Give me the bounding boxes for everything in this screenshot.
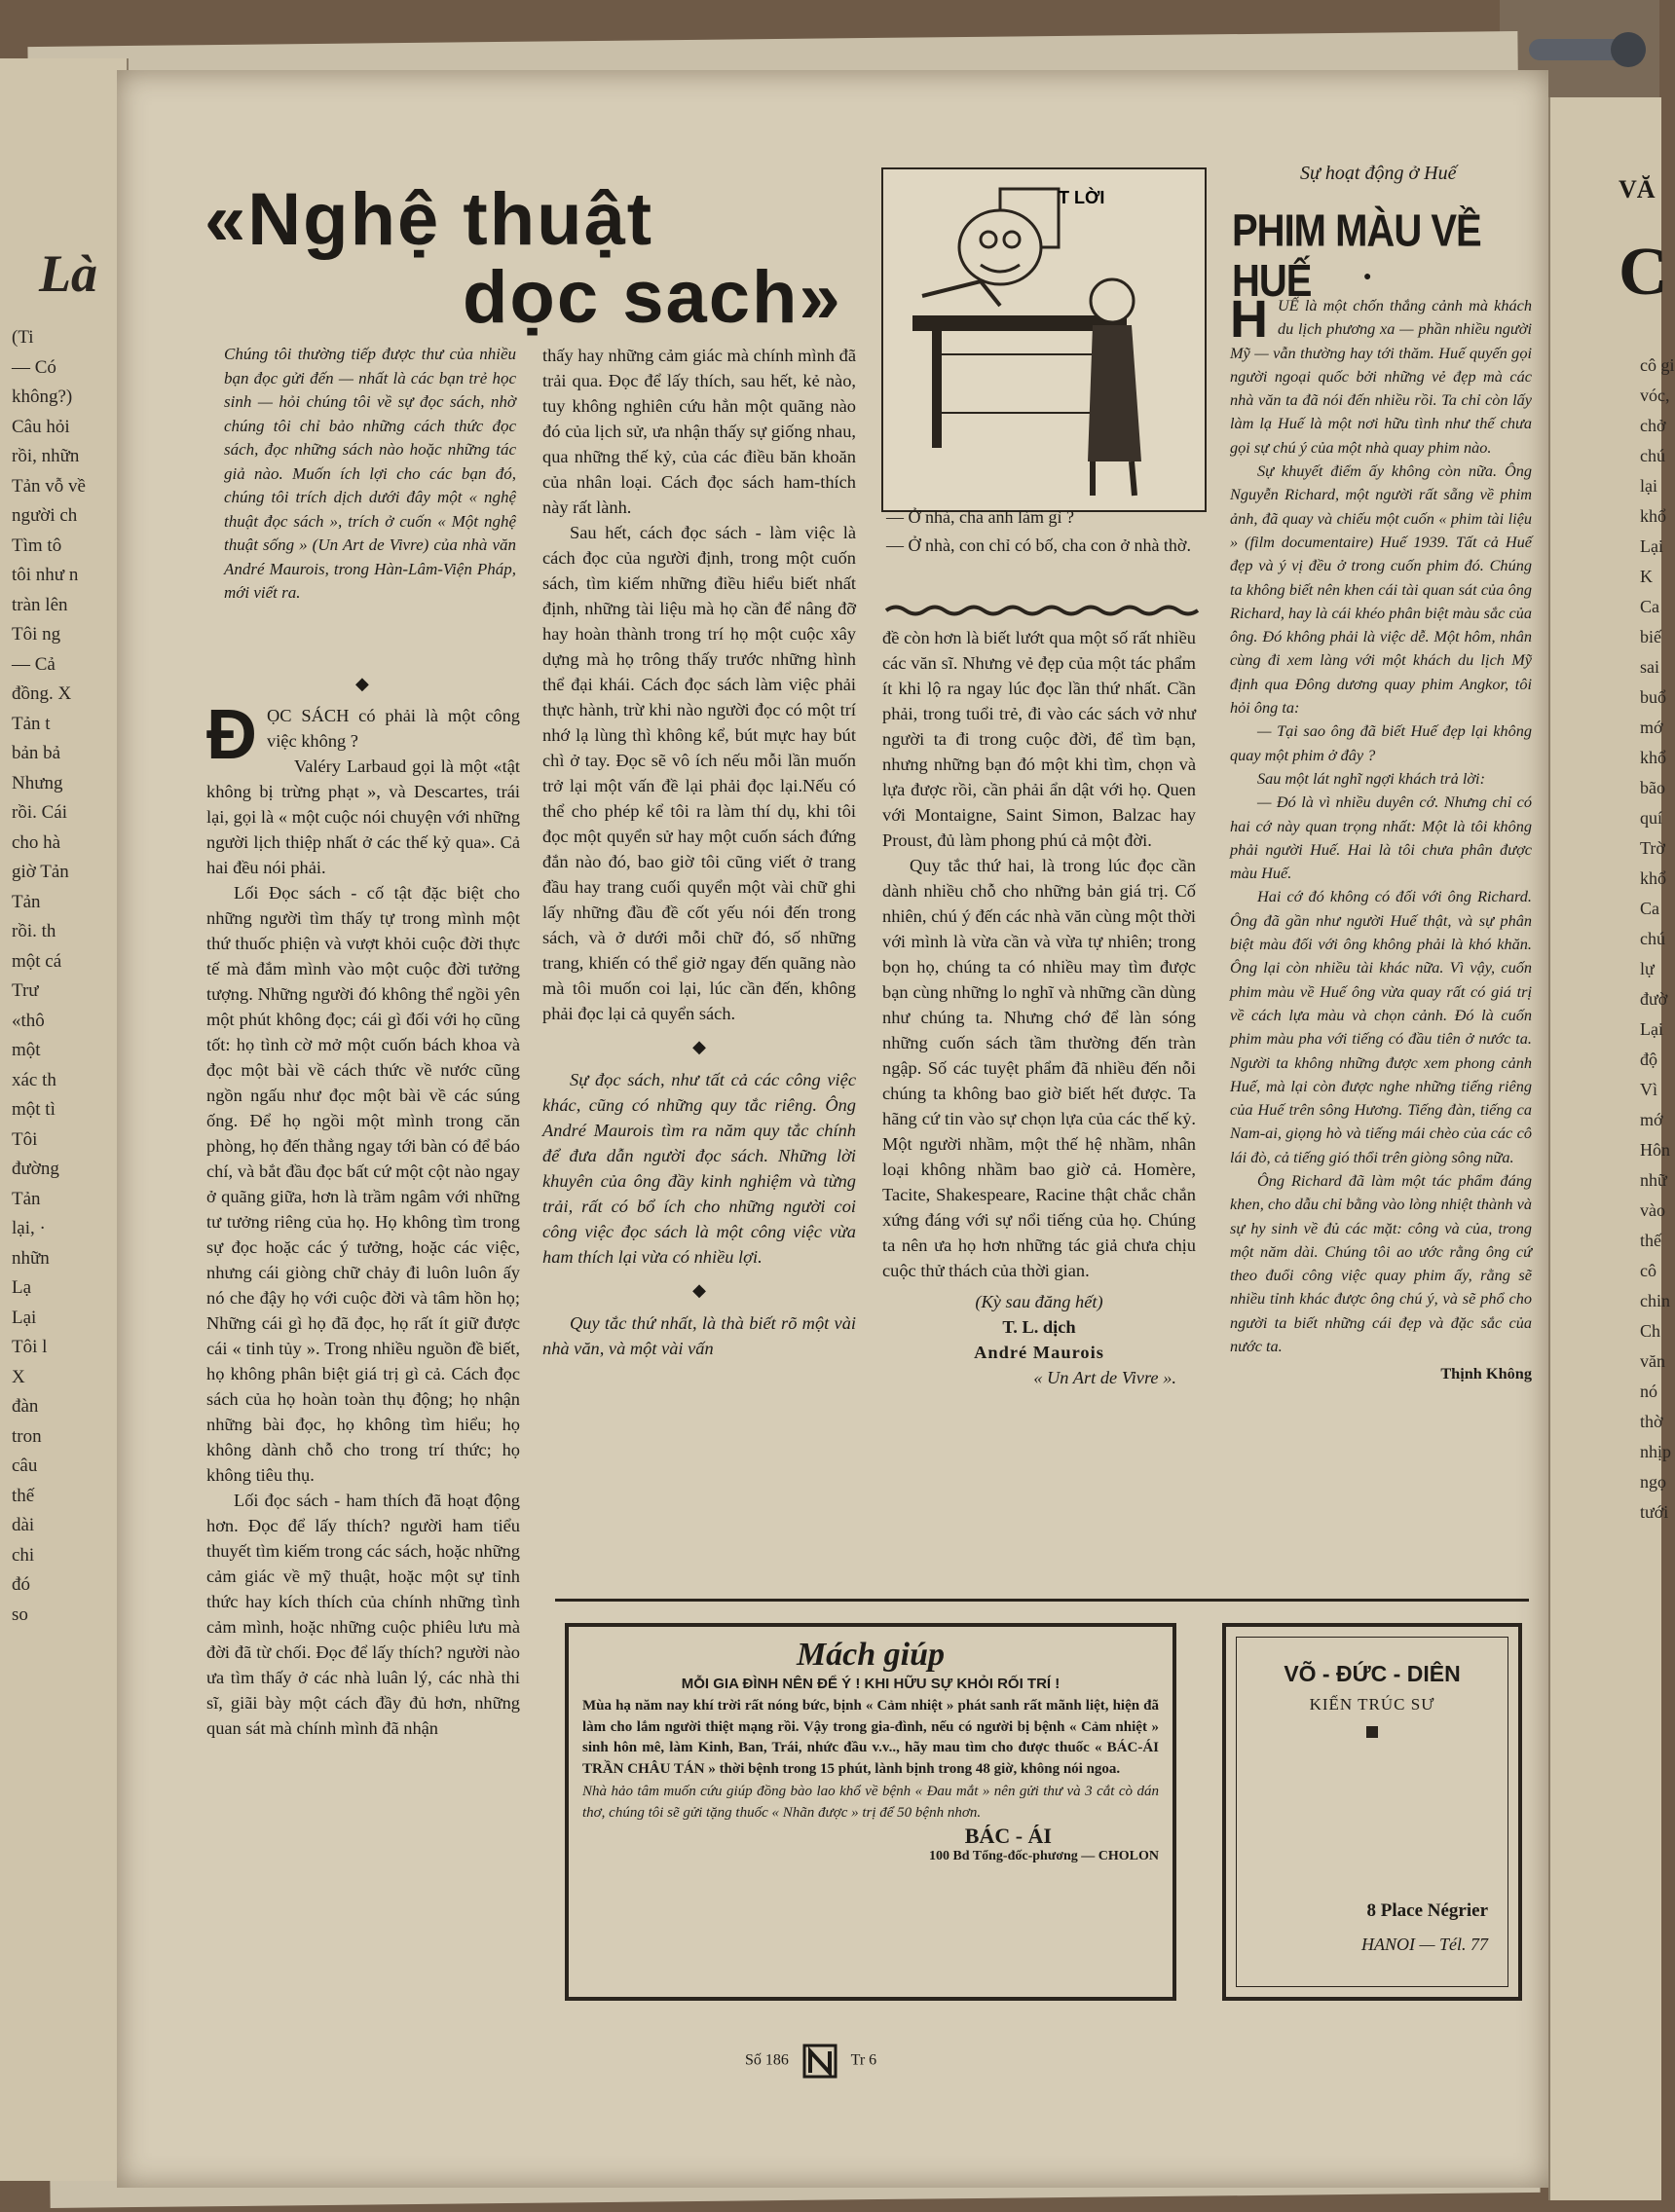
separator-diamond-icon: ◆ (692, 1037, 706, 1056)
article-title-line2: dọc sach» (463, 256, 842, 339)
right-page-header: VĂ (1619, 175, 1656, 203)
article-paragraph: Sự đọc sách, như tất cả các công việc khác, cũng có những quy tắc riêng. Ông André Maurois tìm ra năm quy tắc chính để đưa dẫn người đọc sách. Những lời khuyên của ông đầy kinh nghiệm và từng trải, rất có bổ ích cho những người coi công việc đọc sách là một công việc vừa ham thích lại vừa có nhiều lợi. (542, 1070, 856, 1267)
ad-title: Mách giúp (796, 1637, 946, 1673)
page-fragment-line: khổ (1640, 506, 1666, 526)
page-fragment-line: chú (1640, 929, 1665, 948)
newspaper-page (117, 70, 1548, 2188)
page-fragment-line: Vì (1640, 1080, 1657, 1099)
ad-headline: MỖI GIA ĐÌNH NÊN ĐỂ Ý ! KHI HỮU SỰ KHỎI RỐI TRÍ ! (681, 1676, 1061, 1692)
article-intro: Chúng tôi thường tiếp được thư của nhiều bạn đọc gửi đến — nhất là các bạn trẻ học sinh — hỏi chúng tôi về sự đọc sách, nhờ chúng tôi chỉ bảo những cách thức đọc sách, đọc những sách nào hoặc những tác giả nào. Muốn ích lợi cho các bạn đó, chúng tôi trích dịch dưới đây một « nghệ thuật đọc sách », trích ở cuốn « Một nghệ thuật sống » (Un Art de Vivre) của nhà văn André Maurois, trong Hàn-Lâm-Viện Pháp, mới viết ra. (224, 345, 516, 602)
architect-name: VÕ - ĐỨC - DIÊN (1284, 1661, 1461, 1686)
page-fragment-line: Lại (12, 1307, 37, 1328)
page-fragment-line: đàn (12, 1396, 39, 1417)
article-paragraph: thấy hay những cảm giác mà chính mình đã trải qua. Đọc để lấy thích, sau hết, kẻ nào, tuy không nghiên cứu hẳn một quãng nào đó của lịch sử, ưa nhận thấy sự giống nhau, qua những thế kỷ, của các điều băn khoăn của nhân loại. Cách đọc sách ham-thích này rất lành. (542, 346, 856, 517)
page-fragment-line: câu (12, 1456, 38, 1476)
page-fragment-line: rồi. th (12, 921, 56, 941)
page-fragment-line: cho hà (12, 831, 61, 853)
page-fragment-line: so (12, 1604, 28, 1625)
article-column-2 (542, 343, 856, 1361)
page-fragment-line: Tản (12, 1188, 41, 1209)
page-fragment-line: «thô (12, 1010, 45, 1031)
page-fragment-line: rồi. Cái (12, 802, 67, 823)
page-number: Tr 6 (850, 2051, 877, 2069)
page-fragment-line: Lại (1640, 1019, 1663, 1039)
page-fragment-line: dài (12, 1515, 35, 1535)
page-fragment-line: Trư (12, 980, 39, 1001)
page-fragment-line: thờ (1640, 1412, 1663, 1431)
page-fragment-line: một cá (12, 950, 62, 972)
page-fragment-line: một tì (12, 1099, 56, 1120)
hue-paragraph: Sau một lát nghĩ ngợi khách trả lời: (1257, 768, 1485, 788)
page-fragment-line: Tôi l (12, 1337, 48, 1357)
right-page-lines (1550, 350, 1675, 1528)
page-fragment-line: rồi, nhữn (12, 446, 80, 466)
hue-kicker: Sự hoạt động ở Huế (1300, 163, 1457, 184)
ad-inner (1236, 1637, 1508, 1987)
page-fragment-line: giờ Tản (12, 862, 69, 882)
page-fragment-line: nhữn (12, 1247, 50, 1269)
article-paragraph: đề còn hơn là biết lướt qua một số rất nhiều các văn sĩ. Nhưng vẻ đẹp của một tác phẩm ít khi lộ ra ngay lúc đọc lần thứ nhất. Cần phải, trong tuổi trẻ, đi vào các sách vở như người ta đi trong cuộc đời, để tìm bạn, nhưng những bạn đó một khi tìm, chọn và lựa được rồi, cần phải ẩn dật với họ. Quen với Montaigne, Saint Simon, Balzac hay Proust, đủ làm phong phú cả một đời. (882, 628, 1196, 850)
page-fragment-line: thế (12, 1485, 35, 1506)
page-fragment-line: tron (12, 1425, 42, 1447)
page-fragment-line: không?) (12, 387, 73, 407)
page-fragment-line: ngọ (1640, 1472, 1666, 1492)
left-page-fragment (0, 58, 129, 2181)
cartoon-sign-text: T LỜI (1059, 188, 1105, 207)
page-fragment-line: chin (1640, 1291, 1670, 1310)
separator-diamond-icon: ◆ (692, 1280, 706, 1300)
hue-article (1230, 290, 1532, 1386)
hue-paragraph: — Đó là vì nhiều duyên cớ. Nhưng chỉ có hai cớ này quan trọng nhất: Một là tôi không phải người Huế. Hai là tôi chưa phân được màu Huế. (1230, 793, 1532, 883)
page-fragment-line: Tản (12, 891, 41, 912)
page-fragment-line: vào (1640, 1200, 1665, 1220)
separator-diamond-icon: ◆ (355, 674, 369, 693)
hue-paragraph: Ông Richard đã làm một tác phẩm đáng khen, cho dẫu chỉ bằng vào lòng nhiệt thành và sự hy sinh về đủ các mặt: công và của, trong một năm dài. Chúng tôi ao ước rằng ông cứ theo đuổi công việc quay phim ấy, rằng sẽ nhiều tỉnh khác được ông chú ý, và sẽ phổ cho người ta biết những cái đẹp và đặc sắc của nước ta. (1230, 1170, 1532, 1356)
article-lead: ỌC SÁCH có phải là một công việc không ? (267, 706, 520, 751)
separator-dot-icon: ● (1363, 270, 1372, 284)
page-fragment-line: sai (1640, 657, 1659, 677)
page-fragment-line: chở (1640, 416, 1666, 435)
page-fragment-line: bão (1640, 778, 1665, 797)
cartoon-illustration (881, 167, 1207, 512)
page-fragment-line: biế (1640, 627, 1661, 646)
page-fragment-line: Tản vỗ về (12, 475, 86, 497)
page-fragment-line: nó (1640, 1382, 1657, 1401)
page-fragment-line: Tôi (12, 1128, 38, 1150)
page-fragment-line: quí (1640, 808, 1663, 828)
page-fragment-line: khổ (1640, 748, 1666, 767)
page-fragment-line: Hôn (1640, 1140, 1670, 1160)
page-fragment-line: đườ (1640, 989, 1668, 1009)
page-fragment-line: xác th (12, 1069, 56, 1090)
architect-city-tel: HANOI — Tél. 77 (1361, 1935, 1488, 1954)
page-fragment-line: Lại (1640, 536, 1663, 556)
ad-address: 100 Bd Tổng-đốc-phương — CHOLON (928, 1849, 1159, 1863)
page-fragment-line: K (1640, 567, 1653, 586)
page-fragment-line: Nhưng (12, 772, 63, 793)
hue-title: PHIM MÀU VỀ HUẾ (1232, 206, 1481, 307)
page-fragment-line: một (12, 1040, 41, 1060)
square-bullet-icon (1366, 1726, 1378, 1738)
page-fragment-line: cô gi (1640, 355, 1675, 375)
page-fragment-line: lự (1640, 959, 1655, 978)
caption-line: — Ở nhà, cha anh làm gì ? (886, 507, 1074, 527)
continued-note: (Kỳ sau đăng hết) (975, 1292, 1103, 1311)
author-credit: André Maurois (974, 1343, 1104, 1362)
page-fragment-line: — Cả (12, 653, 56, 675)
page-fragment-line: tưới (1640, 1502, 1669, 1522)
page-fragment-line: chú (1640, 446, 1665, 465)
page-folio (745, 2042, 876, 2081)
page-fragment-line: vóc, (1640, 386, 1670, 405)
ad-inner (582, 1637, 1159, 1987)
page-fragment-line: Tìm tô (12, 535, 62, 556)
hue-paragraph: Sự khuyết điểm ấy không còn nữa. Ông Nguyễn Richard, một người rất sẵng về phim ảnh, đã quay và chiếu một cuốn « phim tài liệu » (film documentaire) Huế 1939. Tất cả Huế đẹp và ý vị đều ở trong cuốn phim đó. Chúng ta không biết nên khen cái tài quan sát của ông Richard, hay là cái khéo phân biệt màu sắc của ông. Đó không phải là việc dễ. Một hôm, nhân cùng đi xem làng với một khách du lịch Mỹ định qua Đông dương quay phim Angkor, tôi hỏi ông ta: (1230, 461, 1532, 718)
hue-signature: Thịnh Không (1440, 1364, 1532, 1383)
horizontal-rule (555, 1599, 1529, 1602)
page-fragment-line: Trờ (1640, 838, 1665, 858)
page-fragment-line: độ (1640, 1050, 1657, 1069)
cartoon-caption (886, 503, 1208, 560)
page-fragment-line: thế (1640, 1231, 1661, 1250)
page-fragment-line: — Có (12, 356, 56, 378)
article-paragraph: Sau hết, cách đọc sách - làm việc là cách đọc của người định, trong một cuốn sách, tìm kiếm những điều hiểu biết nhất định, những tài liệu mà họ cần để nâng đỡ hay hoàn thành trong trí họ một cuộc xây dựng mà họ trông thấy trước những hình thể đại khái. Cách đọc sách làm việc phải thực hành, trừ khi nào người đọc có một trí nhớ lạ lùng thì không kể, bút mực hay bút chì ở tay. Đọc sẽ vô ích nếu mỗi lần muốn trở lại một vấn đề lại phải đọc lại.Nếu có thể cho phép kể tôi ra làm thí dụ, khi tôi đọc một quyển sử hay một cuốn sách đứng đắn nào đó, bao giờ tôi cũng viết ở trang đầu hay trang cuối quyển một vài chữ ghi lấy những đầu đề cốt yếu nói đến trong sách, và ở dưới mỗi chữ đó, số những trang, khiến có thể giở ngay đến quãng nào mà tôi muốn coi lại, lúc cần đến, không phải đọc lại cả quyển sách. (542, 523, 856, 1023)
article-column-3 (882, 625, 1196, 1390)
page-fragment-line: bản bả (12, 743, 61, 763)
page-fragment-line: lại, · (12, 1218, 46, 1238)
page-fragment-line: khổ (1640, 868, 1666, 888)
ad-body: Mùa hạ năm nay khí trời rất nóng bức, bịnh « Cảm nhiệt » phát sanh rất mãnh liệt, hiện đã làm cho lắm người thiệt mạng rồi. Vậy trong gia-đình, nếu có người bị bệnh « Cảm nhiệt » sinh hôn mê, làm Kinh, Ban, Trái, nhức đầu v.v.., hãy mau tìm cho được thuốc « BÁC-ÁI TRẦN CHÂU TÁN » thời bệnh trong 15 phút, lành bịnh trong 48 giờ, không nói ngoa. (582, 1698, 1159, 1777)
page-fragment-line: chi (12, 1544, 35, 1566)
page-fragment-line: văn (1640, 1351, 1665, 1371)
caption-line: — Ở nhà, con chỉ có bố, cha con ở nhà thờ. (886, 535, 1191, 555)
article-paragraph: Lối đọc sách - ham thích đã hoạt động hơn. Đọc để lấy thích? người ham tiểu thuyết tìm kiếm trong các sách, hoặc những cảm giác về mỹ thuật, hoặc một sự tỉnh thức hay kích thích của chính những tình cảm mình, hoặc những cuộc phiêu lưu mà đời đã từ chối. Đọc để lấy thích? người nào ưa tìm thấy ở các nhà luân lý, các nhà thi sĩ, giãi bày một cách đầy đủ hơn, những quan sát mà chính mình đã nhận (206, 1491, 520, 1738)
architect-address: 8 Place Négrier (1366, 1900, 1488, 1921)
page-fragment-line: đó (12, 1574, 30, 1595)
page-fragment-line: đồng. X (12, 683, 72, 704)
left-page-lines (0, 323, 127, 1630)
hue-paragraph: UẾ là một chốn thắng cảnh mà khách du lịch phương xa — phần nhiều người Mỹ — vẫn thường hay tới thăm. Huế quyến gọi người ngoại quốc bởi những vẻ đẹp mà các nhà văn ta đã nói đến nhiều rồi. Ta chỉ còn lấy làm lạ Huế là một nơi hữu tình như thế chưa gọi sự chú ý của một nhà quay phim nào. (1230, 296, 1532, 457)
left-page-heading: Là (39, 244, 97, 303)
article-paragraph: Quy tắc thứ hai, là trong lúc đọc cần dành nhiều chỗ cho những bản giá trị. Cố nhiên, chú ý đến các nhà văn cùng một thời với mình là vừa cần và vừa tự nhiên; trong bọn họ, chúng ta có nhiều may tìm được bạn cùng những lo nghĩ và những cần dùng như chúng ta. Nhưng chớ để làn sóng những cuốn sách tầm thường đến tràn ngập. Số các tuyệt phẩm đã nhiều đến nỗi chúng ta không bao giờ biết hết được. Ta hãng cứ tin vào sự chọn lựa của các thế kỷ. Một người nhầm, một thế hệ nhầm, nhân loại không nhầm bao giờ cả. Homère, Tacite, Shakespeare, Racine thật chắc chắn xứng đáng với sự nổi tiếng của họ. Chúng ta nên ưa họ hơn những tác giả chưa chịu cuộc thử thách của thời gian. (882, 856, 1196, 1280)
teacher-and-child-icon (883, 169, 1205, 510)
page-fragment-line: Lạ (12, 1277, 32, 1298)
page-fragment-line: tràn lên (12, 594, 68, 615)
dropcap-letter: Đ (206, 696, 257, 774)
hue-paragraph: — Tại sao ông đã biết Huế đẹp lại không quay một phim ở đây ? (1230, 721, 1532, 764)
issue-number: Số 186 (745, 2051, 789, 2069)
page-fragment-line: Ca (1640, 597, 1659, 616)
article-title-line1: «Nghệ thuật (205, 178, 654, 261)
ad-signature: BÁC - ÁI (964, 1824, 1052, 1848)
page-fragment-line: người ch (12, 505, 78, 526)
architect-role: KIẾN TRÚC SƯ (1309, 1695, 1435, 1714)
wavy-divider-icon (886, 604, 1198, 617)
page-fragment-line: nhữ (1640, 1170, 1667, 1190)
article-column-1 (206, 696, 520, 1741)
newspaper-logo-icon (800, 2042, 839, 2081)
hue-dropcap: H (1230, 290, 1268, 349)
hue-paragraph: Hai cớ đó không có đối với ông Richard. Ông đã gần như người Huế thật, và sự phân biệt màu đối với ông không phải là khó khăn. Ông lại còn nhiều tài khác nữa. Vì vậy, cuốn phim màu về Huế ông vừa quay rất có giá trị về cách lựa màu và chọn cảnh. Đó là cuốn phim màu pha với tiếng có đầu tiên ở nước ta. Người ta không những được xem phong cảnh Huế, mà lại còn được nghe những tiếng riêng của Huế trên sông Hương. Tiếng đàn, tiếng ca Nam-ai, giọng hò và tiếng mái chèo của các cô lái đò, cả tiếng gió thổi trên giòng sông nữa. (1230, 887, 1532, 1166)
page-fragment-line: Câu hỏi (12, 416, 70, 437)
advertisement-architect (1222, 1623, 1522, 2001)
page-fragment-line: lại (1640, 476, 1657, 496)
page-fragment-line: tôi như n (12, 565, 79, 585)
ad-body-note: Nhà hảo tâm muốn cứu giúp đồng bào lao khổ về bệnh « Đau mắt » nên gửi thư và 3 cắt cò dán thơ, chúng tôi sẽ gửi tặng thuốc « Nhãn được » trị để 50 bệnh nhơn. (582, 1784, 1159, 1821)
article-paragraph: Quy tắc thứ nhất, là thà biết rõ một vài nhà văn, và một vài vấn (542, 1313, 856, 1358)
page-fragment-line: (Ti (12, 327, 34, 348)
page-fragment-line: X (12, 1366, 25, 1387)
source-title: « Un Art de Vivre ». (1033, 1368, 1176, 1387)
article-paragraph: Lối Đọc sách - cố tật đặc biệt cho những người tìm thấy tự trong mình một thứ thuốc phiện và vượt khỏi cuộc đời thực tế mà đắm mình vào một cuộc đời tưởng tượng. Những người đó không thể ngồi yên một phút không đọc; cái gì đối với họ cũng tốt: họ tình cờ mở một cuốn bách khoa và đọc một bài về cách thức về nước cũng ngồn ngấu như đọc một bài về các súng ống. Để họ ngồi một mình trong căn phòng, họ đến thẳng ngay tới bàn có để báo chí, và bắt đầu đọc bất cứ một cột nào ngay ở quãng giữa, hơn là trầm ngâm với những tư tưởng riêng của họ. Họ không tìm trong sự đọc hoặc các ý tưởng, hoặc các việc, nhưng cái giòng chữ chảy đi luôn luôn ấy nó che đậy họ với cuộc đời và tâm hồn họ; Những cái gì họ đã đọc, họ rất ít giữ được cái « tinh tủy ». Trong nhiều nguồn đề biết, họ không phân biệt giá trị gì cả. Cách đọc sách của họ hoàn toàn thụ động; họ nhận những bài đọc, họ không tìm hiểu; họ không dành chỗ cho trong trí thức; họ không tiêu thụ. (206, 883, 520, 1485)
page-fragment-line: mớ (1640, 1110, 1663, 1129)
page-fragment-line: Tôi ng (12, 624, 61, 645)
page-fragment-line: buổ (1640, 687, 1666, 707)
advertisement-mach-giup (565, 1623, 1176, 2001)
page-fragment-line: Ch (1640, 1321, 1661, 1341)
article-paragraph: Valéry Larbaud gọi là một «tật không bị trừng phạt », và Descartes, trái lại, gọi là « một cuộc nói chuyện với những người lịch thiệp nhất ở các thế kỷ qua». Cả hai đều nói phải. (206, 756, 520, 877)
page-fragment-line: mớ (1640, 718, 1663, 737)
page-fragment-line: đường (12, 1159, 59, 1179)
translator-credit: T. L. dịch (1002, 1317, 1076, 1337)
right-page-title-letter: C (1619, 235, 1668, 310)
page-fragment-line: Tản t (12, 713, 51, 734)
metal-clip-icon (1519, 19, 1656, 78)
page-fragment-line: cô (1640, 1261, 1656, 1280)
right-page-fragment (1548, 97, 1675, 2200)
page-fragment-line: nhịp (1640, 1442, 1672, 1461)
page-fragment-line: Ca (1640, 899, 1659, 918)
